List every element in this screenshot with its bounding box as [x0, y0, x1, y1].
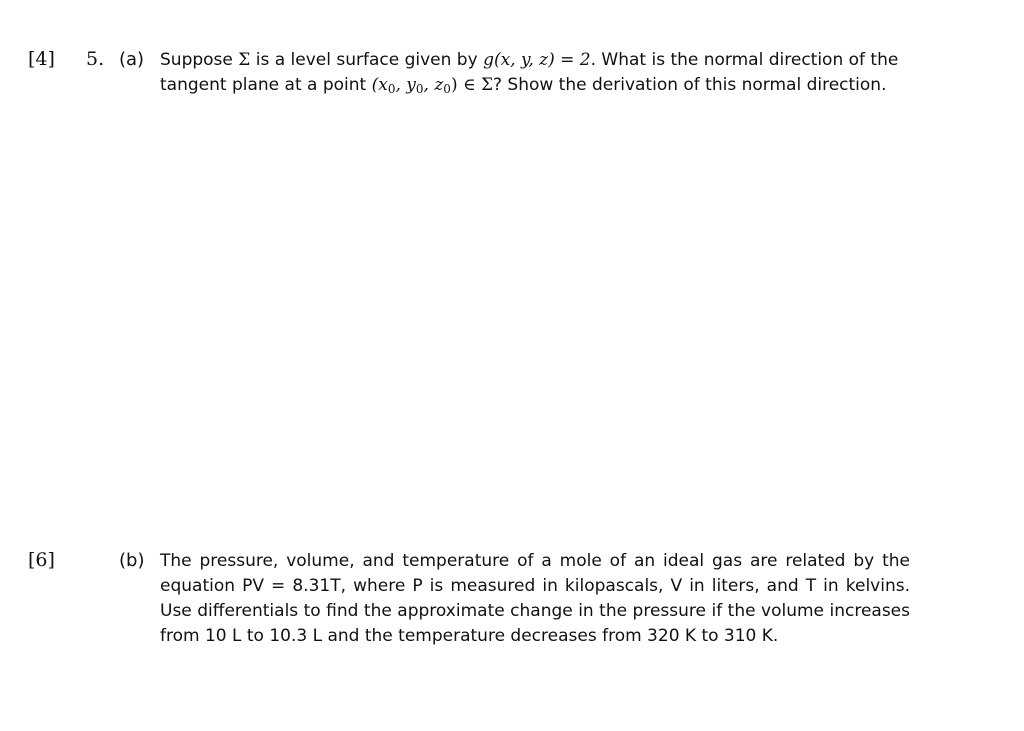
point-y: , y	[395, 75, 416, 95]
subscript: 0	[387, 82, 396, 96]
text: Suppose	[160, 50, 239, 70]
element-of-sigma: ) ∈ Σ	[450, 75, 493, 95]
question-number: 5.	[86, 48, 105, 70]
part-b-line-3: Use differentials to find the approximate change in the pressure if the volume increases	[160, 601, 910, 621]
text: tangent plane at a point	[160, 75, 372, 95]
sigma-symbol: Σ	[238, 50, 251, 70]
part-b-line-4: from 10 L to 10.3 L and the temperature decreases from 320 K to 310 K.	[160, 626, 779, 646]
subscript: 0	[415, 82, 424, 96]
part-a-line-1	[160, 48, 910, 73]
part-b-line-1: The pressure, volume, and temperature of a mole of an ideal gas are related by the	[160, 551, 910, 571]
point-z: , z	[423, 75, 444, 95]
marks-a: [4]	[28, 48, 55, 70]
part-a-line-2	[160, 73, 910, 98]
part-a-text	[160, 48, 910, 98]
part-b-line-2: equation PV = 8.31T, where P is measured in kilopascals, V in liters, and T in kelvins.	[160, 576, 910, 596]
level-surface-equation	[483, 50, 591, 70]
text: ? Show the derivation of this normal direction.	[492, 75, 887, 95]
equation-text: g(x, y, z) = 2	[483, 50, 591, 70]
subscript: 0	[443, 82, 451, 96]
text: is a level surface given by	[250, 50, 484, 70]
part-a-label: (a)	[119, 49, 145, 70]
point-notation	[372, 75, 493, 95]
part-b-label: (b)	[119, 550, 145, 571]
point-x: (x	[371, 75, 388, 95]
text: . What is the normal direction of the	[590, 50, 899, 70]
marks-b: [6]	[28, 549, 55, 571]
part-b-text	[160, 549, 910, 649]
